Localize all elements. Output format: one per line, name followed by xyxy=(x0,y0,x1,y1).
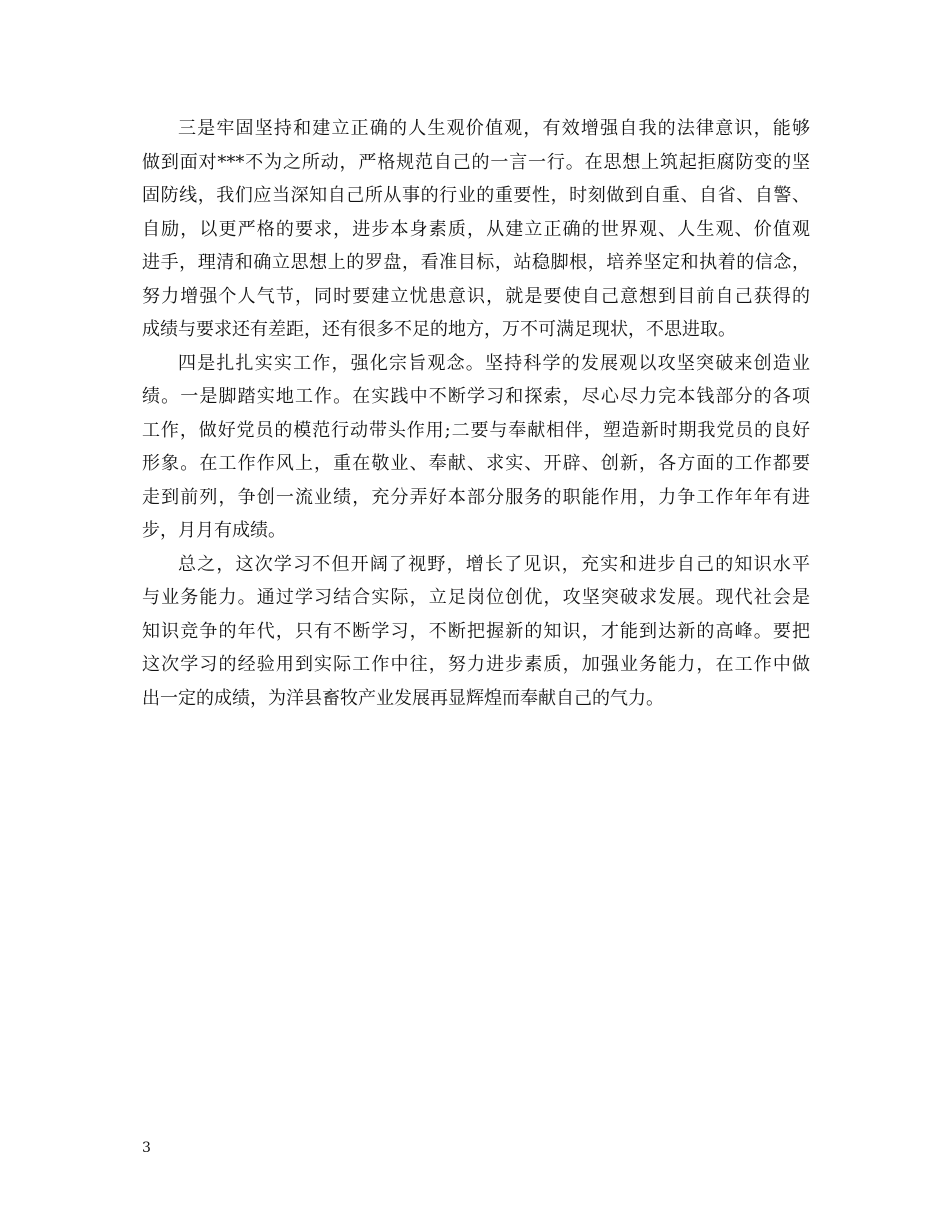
paragraph-line: 出一定的成绩，为洋县畜牧产业发展再显辉煌而奉献自己的气力。 xyxy=(142,687,664,709)
paragraph-line: 这次学习的经验用到实际工作中往，努力进步素质，加强业务能力，在工作中做 xyxy=(142,654,810,675)
paragraph-line: 绩。一是脚踏实地工作。在实践中不断学习和探索，尽心尽力完本钱部分的各项 xyxy=(142,386,810,407)
paragraph-line: 自励，以更严格的要求，进步本身素质，从建立正确的世界观、人生观、价值观 xyxy=(142,218,810,240)
paragraph-1 xyxy=(142,112,810,347)
paragraph-line: 步，月月有成绩。 xyxy=(142,520,286,541)
document-body xyxy=(142,112,810,715)
paragraph-line: 固防线，我们应当深知自己所从事的行业的重要性，时刻做到自重、自省、自警、 xyxy=(142,185,810,206)
paragraph-line: 工作，做好党员的模范行动带头作用;二要与奉献相伴，塑造新时期我党员的良好 xyxy=(142,419,810,441)
paragraph-line: 努力增强个人气节，同时要建立忧患意识，就是要使自己意想到目前自己获得的 xyxy=(142,285,810,307)
paragraph-3 xyxy=(142,548,810,716)
paragraph-line: 知识竞争的年代，只有不断学习，不断把握新的知识，才能到达新的高峰。要把 xyxy=(142,620,810,642)
page-number: 3 xyxy=(142,1140,151,1156)
paragraph-line: 进手，理清和确立思想上的罗盘，看准目标，站稳脚根，培养坚定和执着的信念， xyxy=(142,252,810,273)
paragraph-line: 形象。在工作作风上，重在敬业、奉献、求实、开辟、创新，各方面的工作都要 xyxy=(142,453,810,474)
paragraph-line: 与业务能力。通过学习结合实际，立足岗位创优，攻坚突破求发展。现代社会是 xyxy=(142,587,810,608)
paragraph-line: 三是牢固坚持和建立正确的人生观价值观，有效增强自我的法律意识，能够 xyxy=(178,118,810,139)
paragraph-2 xyxy=(142,347,810,548)
paragraph-line: 总之，这次学习不但开阔了视野，增长了见识，充实和进步自己的知识水平 xyxy=(178,553,810,575)
paragraph-line: 做到面对***不为之所动，严格规范自己的一言一行。在思想上筑起拒腐防变的坚 xyxy=(142,151,810,173)
paragraph-line: 成绩与要求还有差距，还有很多不足的地方，万不可满足现状，不思进取。 xyxy=(142,319,736,340)
paragraph-line: 四是扎扎实实工作，强化宗旨观念。坚持科学的发展观以攻坚突破来创造业 xyxy=(178,352,810,374)
paragraph-line: 走到前列，争创一流业绩，充分弄好本部分服务的职能作用，力争工作年年有进 xyxy=(142,486,810,508)
